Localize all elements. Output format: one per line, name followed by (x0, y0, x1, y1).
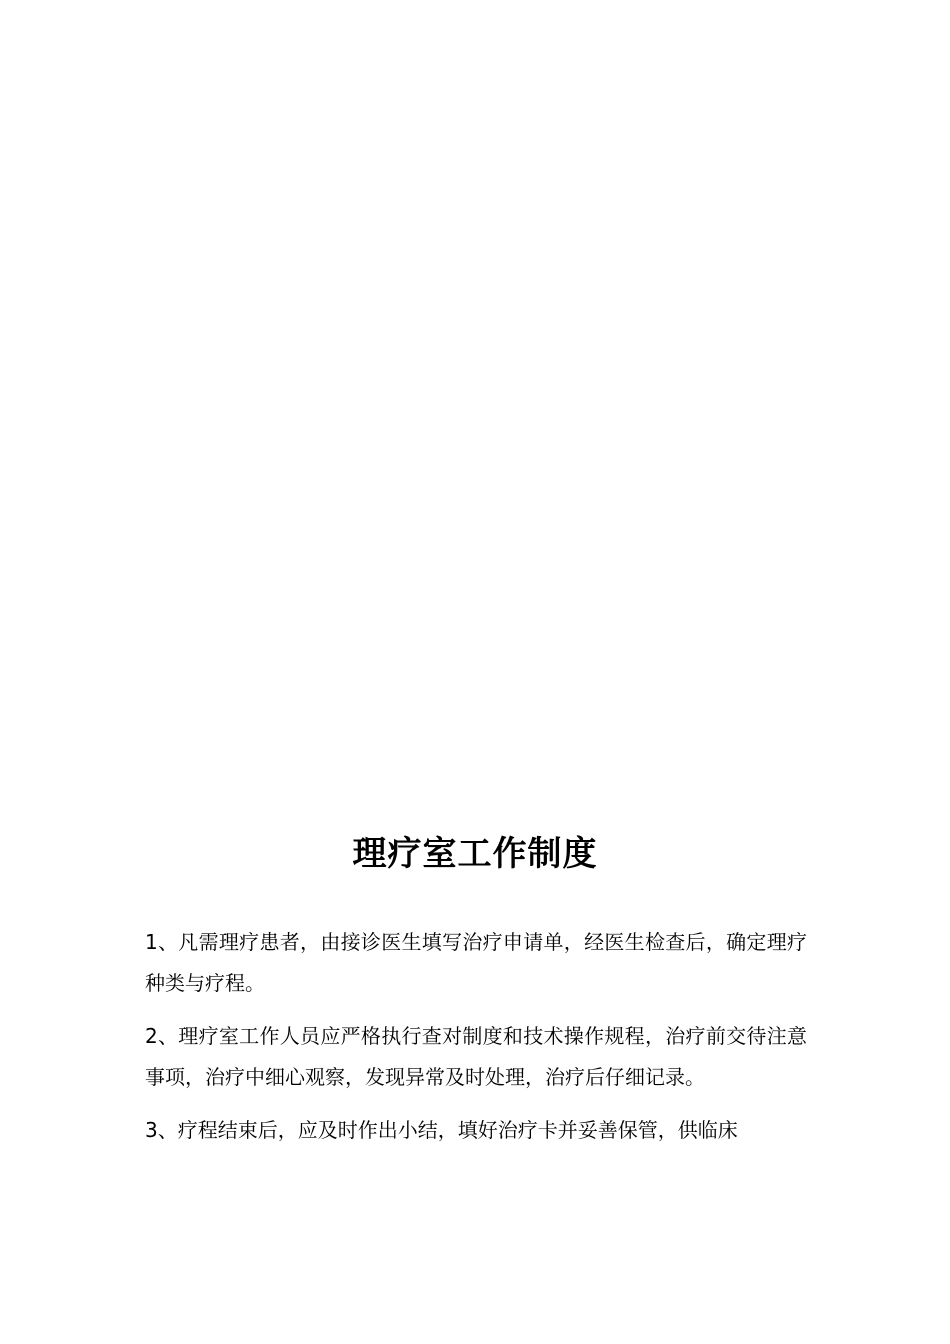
paragraph-3: 3、疗程结束后，应及时作出小结，填好治疗卡并妥善保管，供临床 (145, 1118, 738, 1142)
document-title: 理疗室工作制度 (352, 834, 598, 874)
paragraph-2: 2、理疗室工作人员应严格执行查对制度和技术操作规程，治疗前交待注意事项，治疗中细心观察，发现异常及时处理，治疗后仔细记录。 (145, 1024, 807, 1089)
document-body (145, 922, 807, 1163)
paragraph-1: 1、凡需理疗患者，由接诊医生填写治疗申请单，经医生检查后，确定理疗种类与疗程。 (145, 930, 807, 995)
